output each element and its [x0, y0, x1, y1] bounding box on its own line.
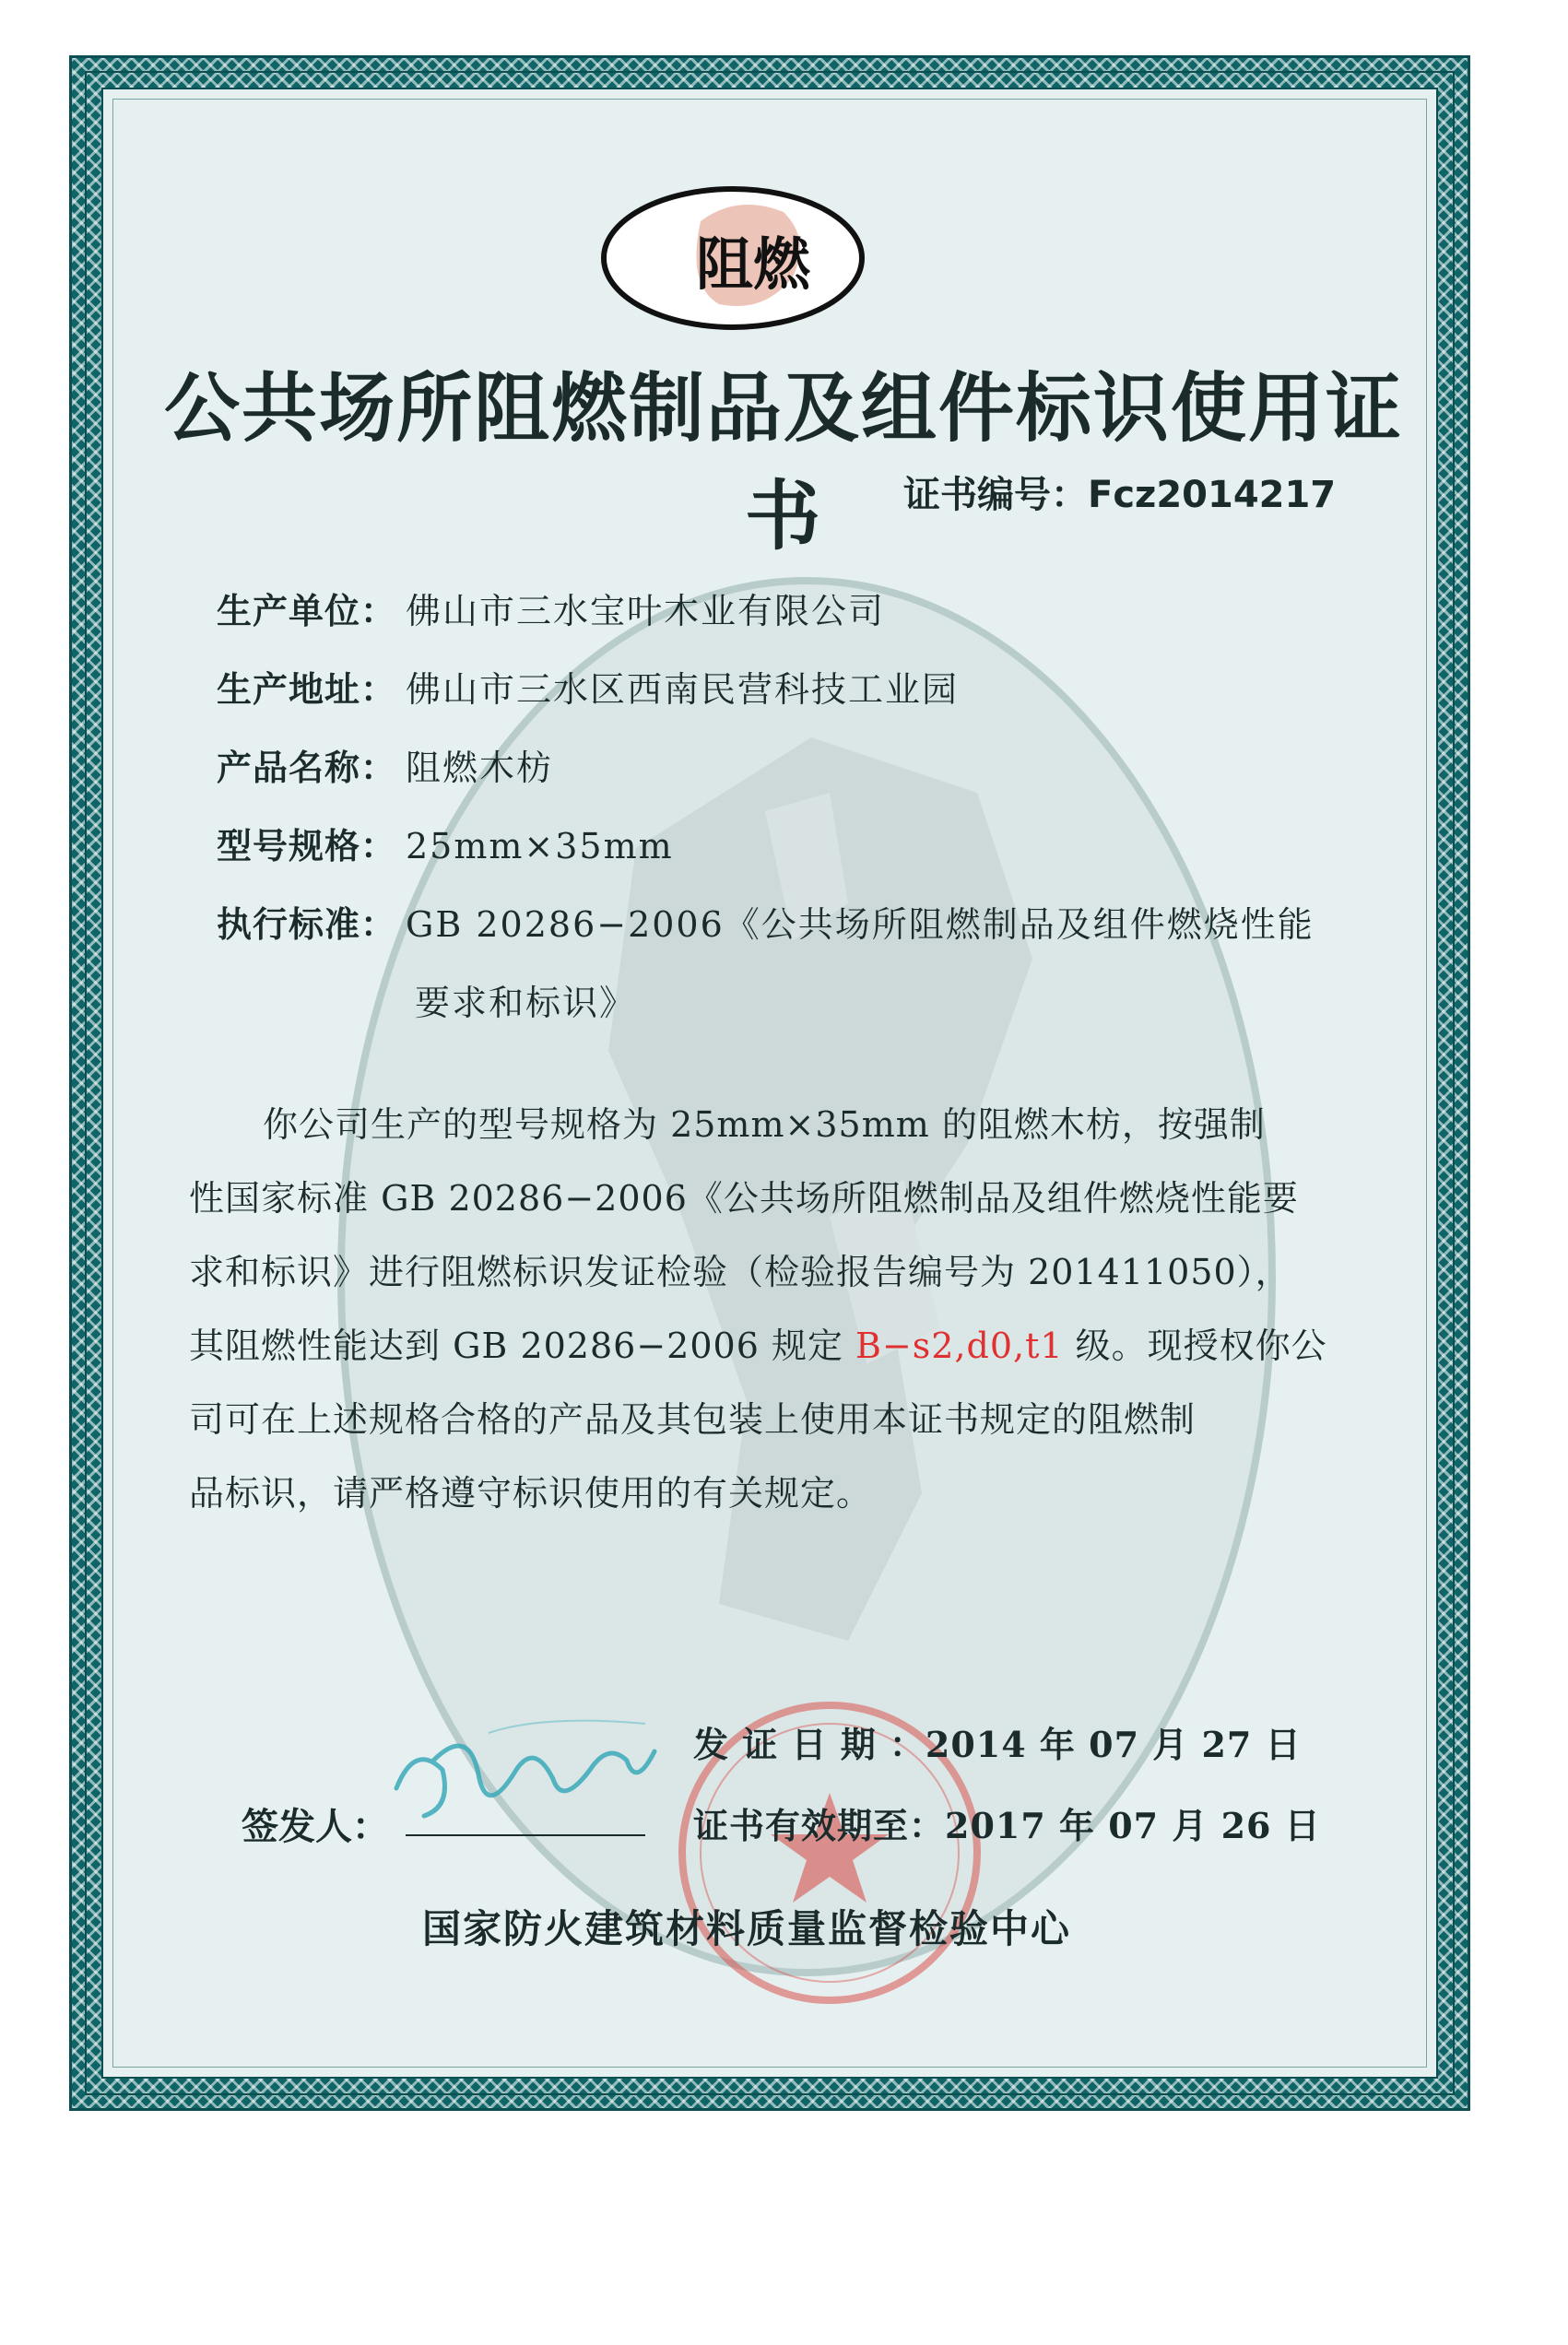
signature-line: [406, 1834, 645, 1836]
field-standard-continuation: 要求和标识》: [415, 983, 637, 1023]
field-label: 型号规格：: [217, 826, 397, 866]
body-line-1: 你公司生产的型号规格为 25mm×35mm 的阻燃木枋，按强制: [263, 1104, 1266, 1145]
body-line-6: 品标识，请严格遵守标识使用的有关规定。: [189, 1473, 873, 1514]
body-line-3: 求和标识》进行阻燃标识发证检验（检验报告编号为 201411050），: [189, 1252, 1291, 1292]
cert-no-value: Fcz2014217: [1088, 474, 1337, 516]
field-label: 生产单位：: [217, 591, 397, 631]
field-value: 25mm×35mm: [406, 826, 674, 866]
field-value: 阻燃木枋: [406, 748, 554, 788]
body-line-4-post: 级。现授权你公: [1063, 1326, 1327, 1366]
field-label: 产品名称：: [217, 748, 397, 788]
valid-until-row: [693, 1797, 1321, 1848]
field-label: 生产地址：: [217, 669, 397, 710]
fire-grade: B−s2,d0,t1: [855, 1326, 1064, 1366]
field-value: GB 20286−2006《公共场所阻燃制品及组件燃烧性能: [406, 904, 1315, 945]
certificate-number: [903, 465, 1337, 518]
issue-date-label: 发 证 日 期 ：: [693, 1725, 925, 1765]
field-value: 佛山市三水宝叶木业有限公司: [406, 591, 886, 631]
valid-until-label: 证书有效期至：: [693, 1806, 946, 1846]
field-value: 佛山市三水区西南民营科技工业园: [406, 669, 960, 710]
body-line-4: [189, 1309, 1387, 1383]
field-label: 执行标准：: [217, 904, 397, 945]
flame-retardant-emblem-icon: [599, 184, 867, 332]
valid-until-value: 2017 年 07 月 26 日: [945, 1805, 1321, 1846]
emblem-text: 阻燃: [696, 230, 811, 298]
certificate-title: 公共场所阻燃制品及组件标识使用证书: [163, 365, 1403, 560]
field-standard: [217, 896, 1387, 947]
issue-date-row: [693, 1716, 1302, 1767]
handwritten-signature: [378, 1705, 673, 1834]
issuing-authority: 国家防火建筑材料质量监督检验中心: [421, 1906, 1071, 1951]
cert-no-label: 证书编号：: [903, 474, 1088, 516]
field-manufacturer: [217, 583, 1387, 633]
body-line-5: 司可在上述规格合格的产品及其包装上使用本证书规定的阻燃制: [189, 1399, 1197, 1440]
body-line-2: 性国家标准 GB 20286−2006《公共场所阻燃制品及组件燃烧性能要: [189, 1178, 1299, 1219]
field-address: [217, 661, 1387, 712]
field-model-spec: [217, 818, 1387, 868]
body-line-4-pre: 其阻燃性能达到 GB 20286−2006 规定: [189, 1326, 856, 1366]
issue-date-value: 2014 年 07 月 27 日: [925, 1724, 1302, 1765]
signer-label: 签发人：: [242, 1806, 389, 1848]
field-product-name: [217, 739, 1387, 790]
